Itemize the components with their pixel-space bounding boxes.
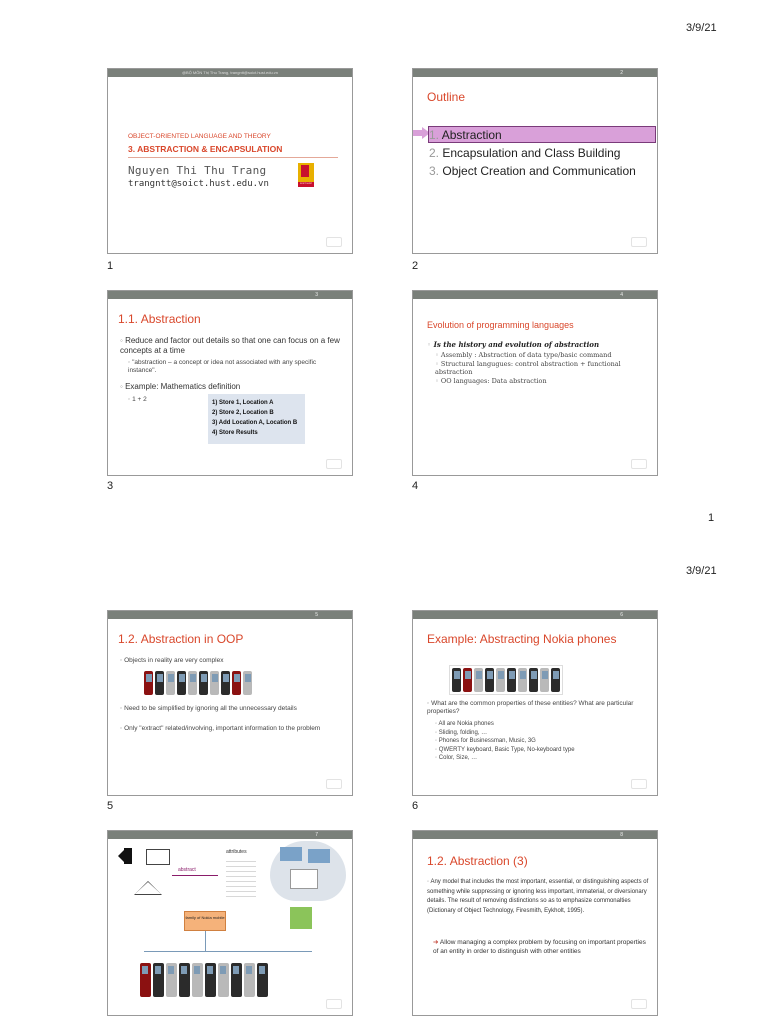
conclusion: ➔ Allow managing a complex problem by focusing on important properties of an entity in order to distinguish with other entities (433, 939, 646, 955)
bullet-3: ◦ Only "extract" related/involving, important information to the problem (120, 725, 321, 732)
funnel-diagram (270, 841, 346, 901)
sub-bullet: ◦ Structural langugues: control abstraction + functional abstraction (435, 359, 621, 376)
slide-title: Evolution of programming languages (427, 320, 574, 330)
code-box: 1) Store 1, Location A 2) Store 2, Location B 3) Add Location A, Location B 4) Store Results (208, 394, 305, 444)
bullet-2: ◦ Example: Mathematics definition (120, 382, 241, 391)
slide-title: Example: Abstracting Nokia phones (427, 632, 617, 646)
slide-title: 1.1. Abstraction (118, 312, 201, 326)
slide-1 (107, 68, 353, 254)
sub-bullet: ◦ Assembly : Abstraction of data type/basic command (435, 351, 612, 359)
result-box (290, 907, 312, 929)
watermark-logo (326, 779, 342, 789)
slide-label: 5 (107, 800, 114, 812)
slide-number: 6 (620, 612, 623, 618)
slide-number: 5 (315, 612, 318, 618)
page-date: 3/9/21 (686, 22, 717, 34)
sub-bullet: ◦ OO languages: Data abstraction (435, 376, 547, 385)
arrow-right-icon (413, 130, 422, 136)
slide-title: 1.2. Abstraction in OOP (118, 632, 244, 646)
slide-label: 4 (412, 480, 419, 492)
slide-4 (412, 290, 658, 476)
watermark-logo (631, 237, 647, 247)
sub-bullet-2: ◦ 1 + 2 (128, 396, 147, 403)
slide-title: 3. ABSTRACTION & ENCAPSULATION (128, 144, 283, 154)
shape-rectangle-icon (146, 849, 170, 865)
slide-7 (107, 830, 353, 1016)
slide-label: 2 (412, 260, 419, 272)
bullet-1: ◦ Is the history and evolution of abstraction (427, 340, 600, 349)
author-name: Nguyen Thi Thu Trang (128, 164, 267, 177)
sub-bullet: ◦ Sliding, folding, … (435, 729, 488, 736)
nokia-phones-image (140, 963, 268, 997)
attributes-label: attributes (226, 849, 247, 855)
slide-number: 2 (620, 70, 623, 76)
sub-bullets (435, 720, 575, 763)
question: ◦ What are the common properties of these entities? What are particular properties? (427, 700, 634, 715)
slide-number: 8 (620, 832, 623, 838)
sub-bullet: ◦ Phones for Businessman, Music, 3G (435, 738, 536, 744)
bullet-1: ◦ Objects in reality are very complex (120, 657, 224, 664)
slide-label: 6 (412, 800, 419, 812)
author-email: trangntt@soict.hust.edu.vn (128, 179, 269, 189)
sub-bullet: ◦ All are Nokia phones (435, 721, 494, 727)
slide-header: @BỘ MÔN Thị Thu Trang, trangntt@soict.hust.edu.vn (181, 70, 278, 75)
slide-8 (412, 830, 658, 1016)
slide-title: Outline (427, 90, 466, 104)
outline-item-1: 1. Abstraction (429, 128, 502, 142)
bullet-2: ◦ Need to be simplified by ignoring all the unnecessary details (120, 705, 297, 712)
bullet-1: ◦ Reduce and factor out details so that one can focus on a few concepts at a time (120, 336, 340, 355)
slide-number: 3 (315, 292, 318, 298)
sub-bullets (435, 351, 645, 385)
attributes-list (226, 857, 256, 897)
slide-2 (412, 68, 658, 254)
watermark-logo (631, 999, 647, 1009)
slide-6 (412, 610, 658, 796)
watermark-logo (326, 999, 342, 1009)
outline-item-3: 3. Object Creation and Communication (429, 164, 636, 178)
definition: ◦ Any model that includes the most important, essential, or distinguishing aspects of something while suppressing or ignoring less important, immaterial, or diversionary details. The result of removing distinctions so as to emphasize commonalties (Dictionary of Object Technology, Firesmith, Eykholt, 1995). (427, 879, 649, 914)
family-box: family of Nokia mobile (184, 911, 226, 931)
watermark-logo (631, 459, 647, 469)
slide-number: 7 (315, 832, 318, 838)
nokia-phones-image (144, 671, 252, 695)
watermark-logo (326, 459, 342, 469)
nokia-phones-image (449, 665, 563, 695)
arrow-right-icon (172, 875, 218, 876)
slide-title: 1.2. Abstraction (3) (427, 854, 528, 868)
watermark-logo (631, 779, 647, 789)
divider (128, 157, 338, 158)
slide-label: 3 (107, 480, 114, 492)
slide-5 (107, 610, 353, 796)
slide-label: 1 (107, 260, 114, 272)
slide-number: 4 (620, 292, 623, 298)
course-name: OBJECT-ORIENTED LANGUAGE AND THEORY (128, 133, 271, 140)
sub-bullet: ◦ Color, Size, … (435, 755, 478, 761)
page-number: 1 (708, 512, 715, 524)
sub-bullet: ◦ QWERTY keyboard, Basic Type, No-keyboard type (435, 746, 575, 753)
university-logo: SOICT HUST (298, 163, 314, 187)
abstract-label: abstract (178, 867, 196, 873)
watermark-logo (326, 237, 342, 247)
slide-3 (107, 290, 353, 476)
sub-bullet-1: ◦ "abstraction – a concept or idea not associated with any specific instance". (128, 359, 317, 374)
outline-item-2: 2. Encapsulation and Class Building (429, 146, 621, 160)
page-date: 3/9/21 (686, 565, 717, 577)
